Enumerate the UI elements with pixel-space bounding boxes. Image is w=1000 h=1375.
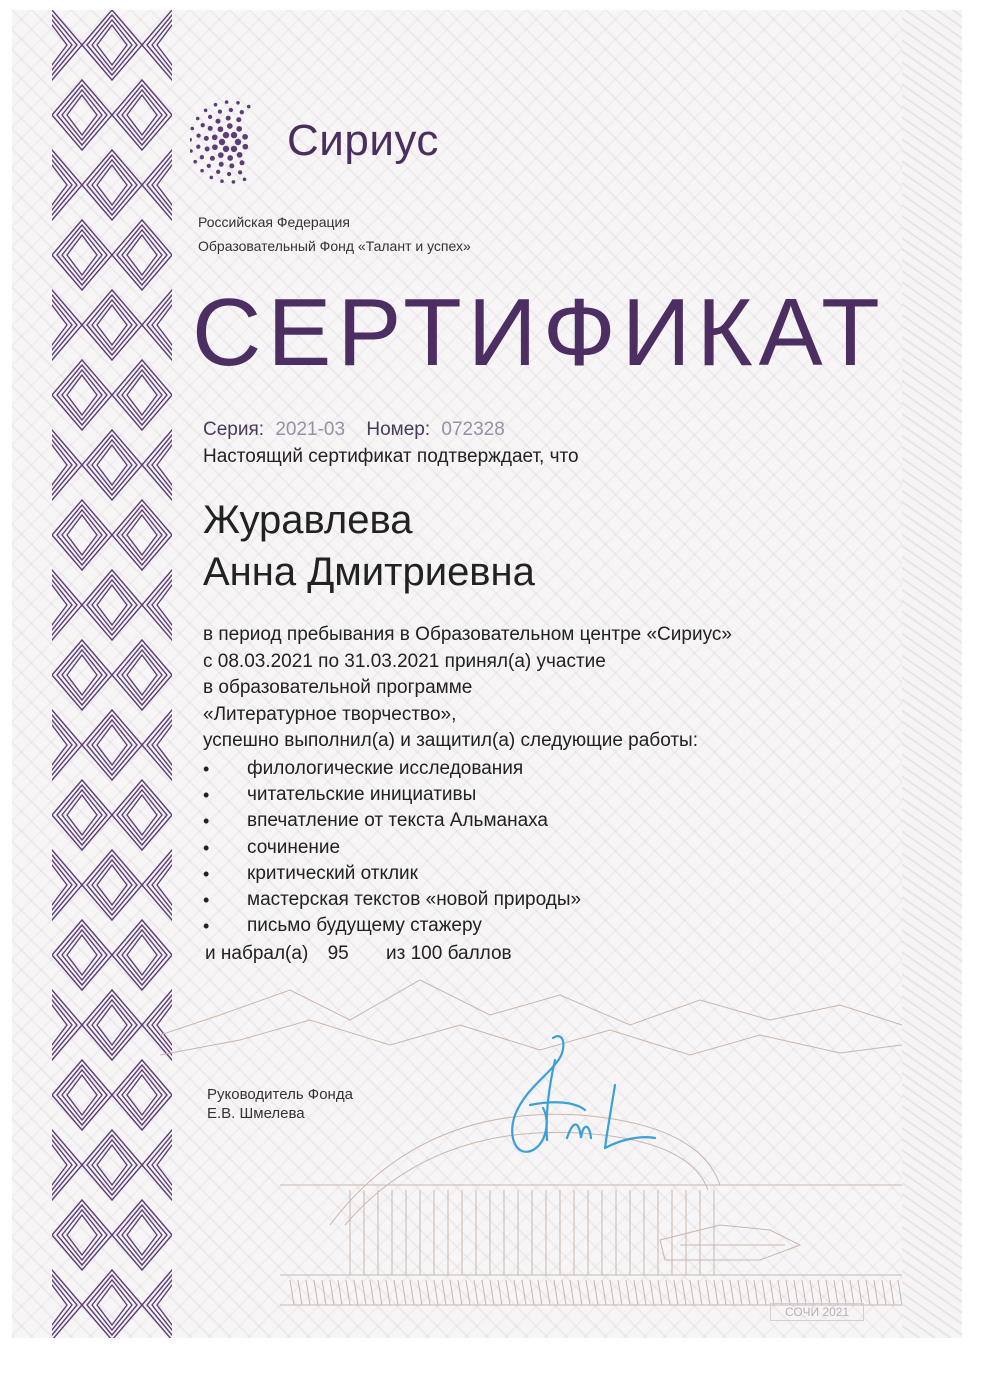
score-value: 95 (327, 943, 349, 964)
list-item: • филологические исследования (203, 756, 581, 782)
body-line: в период пребывания в Образовательном центре «Сириус» (203, 624, 732, 645)
recipient-surname: Журавлева (203, 498, 413, 542)
recipient-name (203, 494, 535, 598)
list-item: • письмо будущему стажеру (203, 913, 581, 939)
director-block (207, 1085, 353, 1123)
certificate-body (203, 622, 732, 755)
certificate-title: СЕРТИФИКАТ (192, 279, 886, 386)
body-line: «Литературное творчество», (203, 703, 457, 725)
director-name: Е.В. Шмелева (207, 1105, 305, 1122)
director-title: Руководитель Фонда (207, 1086, 353, 1103)
ornamental-band (52, 10, 172, 1338)
list-item: • сочинение (203, 835, 581, 861)
series-value: 2021-03 (275, 419, 346, 440)
serial-line (203, 419, 521, 441)
body-line: в образовательной программе (203, 677, 473, 698)
score-suffix: из 100 баллов (385, 943, 512, 964)
footer-stamp: СОЧИ 2021 (770, 1303, 864, 1321)
score-line (205, 943, 512, 965)
number-label: Номер: (366, 419, 431, 440)
recipient-given-name: Анна Дмитриевна (203, 550, 535, 594)
list-item: • мастерская текстов «новой природы» (203, 887, 581, 913)
score-prefix: и набрал(а) (205, 943, 309, 964)
decorative-edge-pattern (902, 10, 962, 1338)
works-list (203, 756, 581, 939)
body-line: с 08.03.2021 по 31.03.2021 принял(а) участие (203, 650, 606, 672)
body-line: успешно выполнил(а) и защитил(а) следующие работы: (203, 730, 698, 751)
number-value: 072328 (441, 419, 505, 440)
handwritten-signature (495, 1020, 665, 1170)
series-label: Серия: (203, 419, 265, 440)
list-item: • критический отклик (203, 861, 581, 887)
list-item: • впечатление от текста Альманаха (203, 808, 581, 834)
issuer-foundation: Образовательный Фонд «Талант и успех» (198, 238, 471, 254)
issuer-country: Российская Федерация (198, 214, 350, 230)
list-item: • читательские инициативы (203, 782, 581, 808)
brand-name: Сириус (287, 116, 439, 165)
sirius-logo-icon (190, 100, 275, 185)
confirmation-text: Настоящий сертификат подтверждает, что (203, 446, 579, 467)
issuer-block (198, 210, 471, 258)
